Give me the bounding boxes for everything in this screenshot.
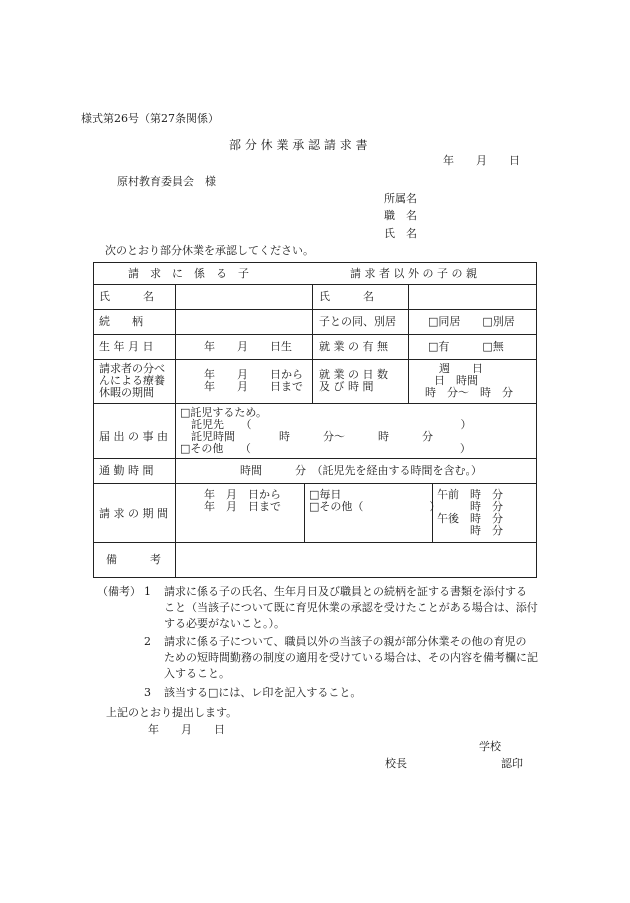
note-3-number: 3	[144, 686, 151, 699]
maternity-leave-label-1: 請求者の分べ	[99, 362, 165, 375]
reason-other-check[interactable]: □その他 （ ）	[180, 442, 471, 455]
intro-text: 次のとおり部分休業を承認してください。	[105, 244, 314, 257]
note-1-number: 1	[144, 585, 151, 598]
note-2-line-1: 請求に係る子について、職員以外の当該子の親が部分休業その他の育児の	[164, 635, 527, 648]
period-am-from[interactable]: 午前 時 分	[437, 488, 503, 501]
period-to[interactable]: 年 月 日まで	[204, 500, 281, 513]
cohabit-label: 子との同、別居	[319, 315, 396, 328]
note-2-line-3: 入すること。	[164, 667, 230, 680]
header-other-parent: 請 求 者 以 外 の 子 の 親	[350, 267, 477, 280]
seal-label: 認印	[501, 757, 523, 770]
principal-label: 校長	[385, 757, 407, 770]
relation-field[interactable]	[178, 312, 308, 332]
relation-label: 続 柄	[99, 315, 143, 328]
period-daily-check[interactable]: □毎日	[309, 488, 342, 501]
reason-childcare-place[interactable]: 託児先 （ ）	[180, 418, 472, 431]
period-label: 請 求 の 期 間	[99, 507, 168, 520]
name-label: 氏 名	[384, 227, 417, 240]
notes-heading: （備考）	[97, 585, 141, 598]
period-from[interactable]: 年 月 日から	[204, 488, 281, 501]
workdays-label-2: 及 び 時 間	[319, 380, 374, 393]
child-name-label: 氏 名	[99, 290, 154, 303]
period-pm-to[interactable]: 時 分	[437, 524, 503, 537]
note-1-line-1: 請求に係る子の氏名、生年月日及び職員との続柄を証する書類を添付する	[164, 585, 527, 598]
workdays-label-1: 就 業 の 日 数	[319, 368, 388, 381]
reason-childcare-check[interactable]: □託児するため。	[180, 406, 267, 419]
position-label: 職 名	[384, 209, 417, 222]
period-pm-from[interactable]: 午後 時 分	[437, 512, 503, 525]
child-name-field[interactable]	[178, 287, 308, 307]
maternity-period-from[interactable]: 年 月 日から	[204, 368, 303, 381]
request-form-table	[93, 262, 537, 578]
submit-text: 上記のとおり提出します。	[106, 706, 238, 719]
remarks-label: 備 考	[106, 553, 161, 566]
workdays-day-hours[interactable]: 日 時間	[434, 374, 478, 387]
page-title: 部 分 休 業 承 認 請 求 書	[229, 138, 368, 152]
note-2-line-2: ための短時間勤務の制度の適用を受けている場合は、その内容を備考欄に記	[164, 651, 538, 664]
dob-label: 生 年 月 日	[99, 340, 154, 353]
dob-value[interactable]: 年 月 日生	[204, 340, 292, 353]
employment-label: 就 業 の 有 無	[319, 340, 388, 353]
note-3-line-1: 該当する□には、レ印を記入すること。	[164, 686, 362, 699]
request-date: 年 月 日	[443, 154, 520, 167]
remarks-field[interactable]	[178, 545, 534, 575]
form-number: 様式第26号（第27条関係）	[81, 112, 219, 125]
parent-name-label: 氏 名	[319, 290, 374, 303]
commute-value[interactable]: 時間 分 （託児先を経由する時間を含む。）	[240, 464, 482, 477]
maternity-leave-label-2: んによる療養	[99, 374, 165, 387]
period-am-to[interactable]: 時 分	[437, 500, 503, 513]
parent-name-field[interactable]	[412, 287, 534, 307]
note-1-line-2: こと（当該子について既に育児休業の承認を受けたことがある場合は、添付	[164, 601, 538, 614]
employment-checkboxes[interactable]: □有 □無	[428, 340, 504, 353]
submit-date[interactable]: 年 月 日	[148, 723, 225, 736]
workdays-week[interactable]: 週 日	[439, 362, 483, 375]
addressee: 原村教育委員会 様	[117, 175, 216, 188]
workdays-time-range[interactable]: 時 分～ 時 分	[425, 386, 513, 399]
period-other-check[interactable]: □その他（ ）	[309, 500, 441, 513]
affiliation-label: 所属名	[384, 192, 417, 205]
cohabit-checkboxes[interactable]: □同居 □別居	[428, 315, 515, 328]
maternity-period-to[interactable]: 年 月 日まで	[204, 380, 303, 393]
commute-label: 通 勤 時 間	[99, 464, 154, 477]
note-2-number: 2	[144, 635, 151, 648]
maternity-leave-label-3: 休暇の期間	[99, 386, 154, 399]
header-child: 請 求 に 係 る 子	[128, 267, 249, 280]
reason-label: 届 出 の 事 由	[99, 430, 168, 443]
note-1-line-3: する必要がないこと。）。	[164, 617, 285, 630]
reason-childcare-time[interactable]: 託児時間 時 分～ 時 分	[180, 430, 433, 443]
school-label: 学校	[479, 740, 501, 753]
